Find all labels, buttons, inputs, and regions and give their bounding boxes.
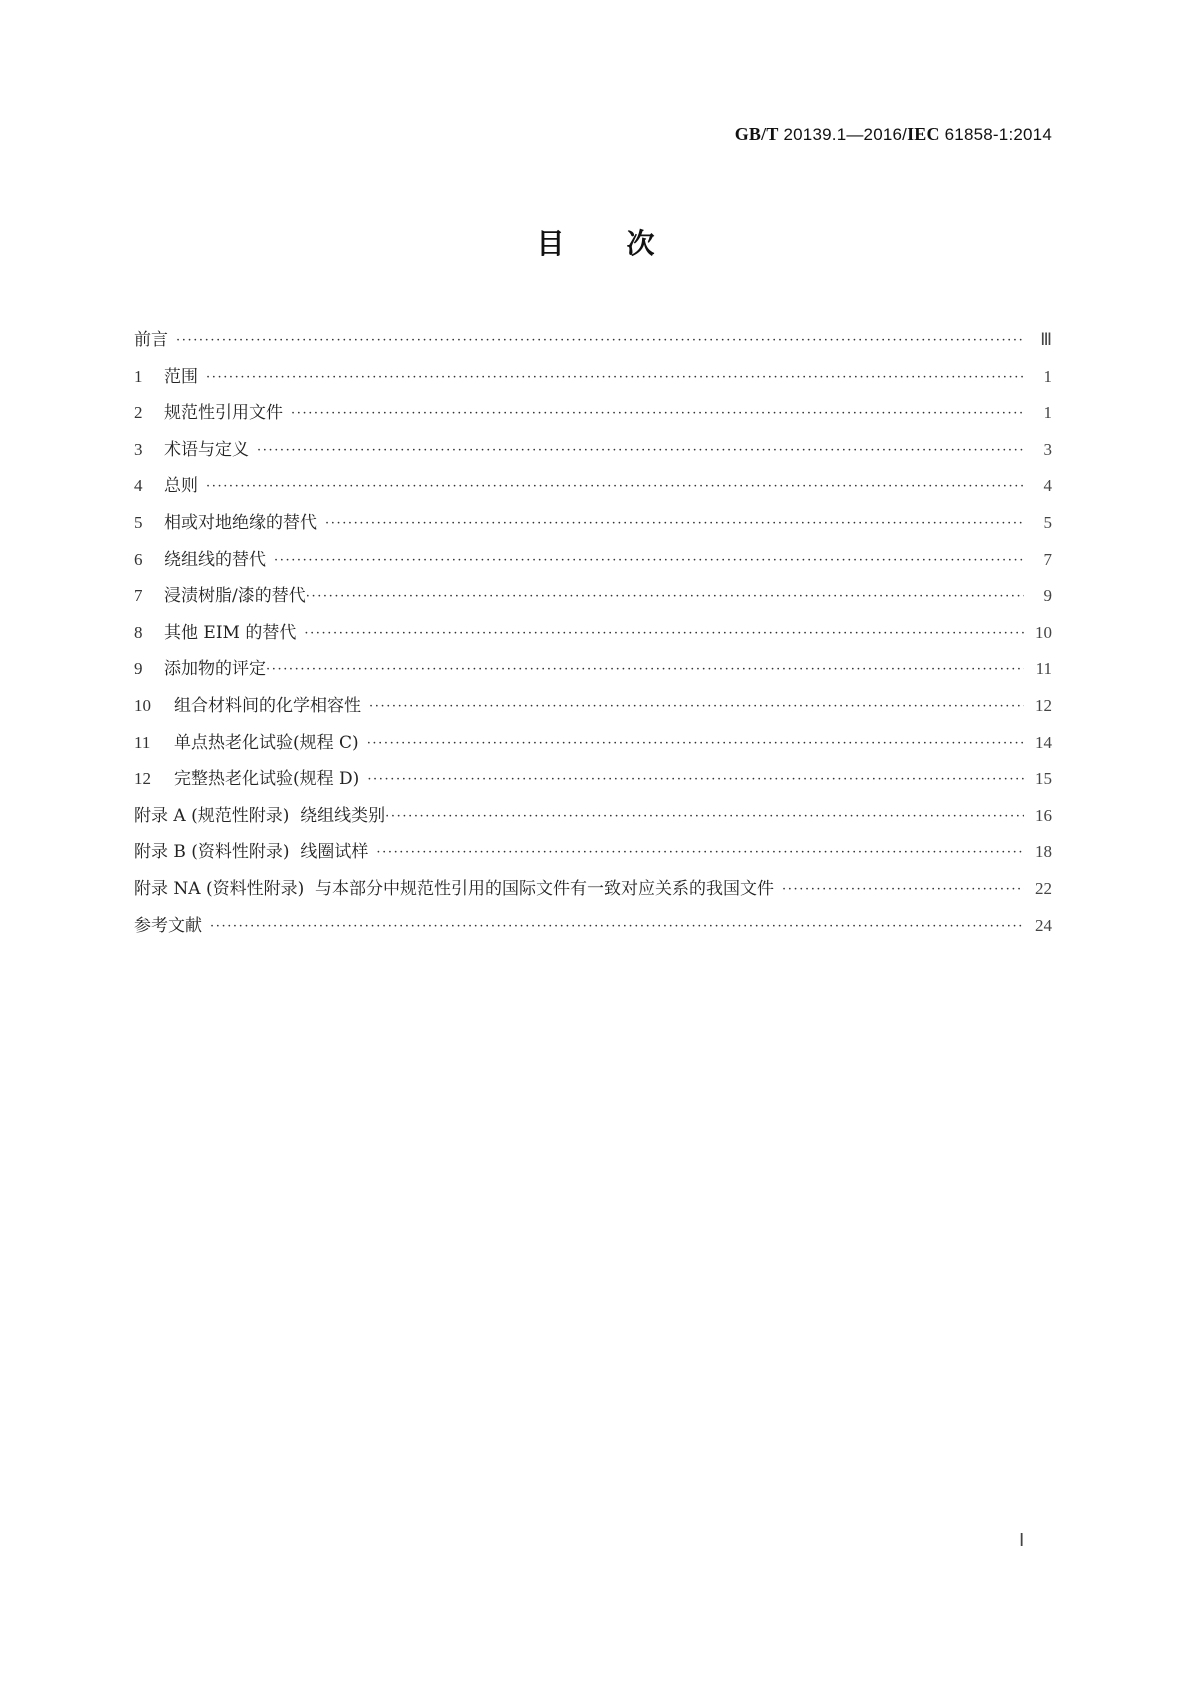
toc-page-number: 1 bbox=[1043, 403, 1052, 423]
toc-section-number: 4 bbox=[134, 476, 143, 496]
toc-leader-dots bbox=[369, 689, 1024, 726]
toc-entry-8[interactable] bbox=[134, 615, 1052, 652]
toc-page-number: 11 bbox=[1035, 659, 1052, 679]
standard-prefix: GB/T bbox=[734, 124, 779, 144]
toc-label: 组合材料间的化学相容性 bbox=[174, 695, 361, 716]
toc-label: 总则 bbox=[164, 476, 198, 497]
title-char-1: 目 bbox=[536, 227, 565, 260]
toc-entry-annex-na[interactable] bbox=[134, 871, 1052, 908]
toc-leader-dots bbox=[274, 543, 1024, 580]
toc-label: 浸渍树脂/漆的替代 bbox=[164, 586, 306, 607]
toc-leader-dots bbox=[385, 799, 1024, 836]
toc-label: 相或对地绝缘的替代 bbox=[164, 512, 317, 533]
toc-entry-1[interactable] bbox=[134, 359, 1052, 396]
toc-entry-6[interactable] bbox=[134, 542, 1052, 579]
toc-label: 规范性引用文件 bbox=[164, 403, 283, 424]
toc-page-number: 1 bbox=[1043, 366, 1052, 386]
toc-section-number: 12 bbox=[134, 769, 151, 789]
toc-entry-9[interactable] bbox=[134, 651, 1052, 688]
iec-number: 61858-1:2014 bbox=[944, 125, 1052, 144]
toc-page-number: 18 bbox=[1035, 842, 1052, 862]
table-of-contents bbox=[134, 322, 1052, 944]
standard-number-header bbox=[735, 124, 1052, 145]
toc-entry-12[interactable] bbox=[134, 761, 1052, 798]
toc-page-number: 24 bbox=[1035, 915, 1052, 935]
toc-section-number: 8 bbox=[134, 622, 143, 642]
toc-leader-dots bbox=[304, 616, 1024, 653]
page-title bbox=[0, 222, 1191, 262]
toc-leader-dots bbox=[291, 396, 1024, 433]
toc-leader-dots bbox=[306, 579, 1024, 616]
toc-page-number: 7 bbox=[1043, 549, 1052, 569]
toc-label: 范围 bbox=[164, 366, 198, 387]
standard-number: 20139.1—2016/ bbox=[783, 125, 908, 144]
toc-leader-dots bbox=[206, 360, 1024, 397]
toc-entry-bibliography[interactable] bbox=[134, 908, 1052, 945]
toc-page-number: Ⅲ bbox=[1040, 330, 1052, 349]
toc-leader-dots bbox=[376, 835, 1024, 872]
toc-leader-dots bbox=[176, 323, 1024, 360]
toc-label: 附录 A (规范性附录) 绕组线类别 bbox=[134, 805, 386, 826]
toc-leader-dots bbox=[367, 762, 1024, 799]
toc-page-number: 4 bbox=[1043, 476, 1052, 496]
toc-page-number: 3 bbox=[1043, 439, 1052, 459]
toc-leader-dots bbox=[367, 726, 1024, 763]
toc-page-number: 22 bbox=[1035, 878, 1052, 898]
toc-page-number: 15 bbox=[1035, 769, 1052, 789]
toc-leader-dots bbox=[782, 872, 1024, 909]
toc-label: 术语与定义 bbox=[164, 439, 249, 460]
toc-section-number: 6 bbox=[134, 549, 143, 569]
toc-label: 完整热老化试验(规程 D) bbox=[174, 769, 360, 790]
toc-leader-dots bbox=[266, 652, 1024, 689]
toc-page-number: 10 bbox=[1035, 622, 1052, 642]
toc-entry-2[interactable] bbox=[134, 395, 1052, 432]
toc-entry-annex-a[interactable] bbox=[134, 798, 1052, 835]
toc-section-number: 9 bbox=[134, 659, 143, 679]
toc-entry-10[interactable] bbox=[134, 688, 1052, 725]
toc-label: 前言 bbox=[134, 330, 168, 350]
toc-label: 绕组线的替代 bbox=[164, 549, 266, 570]
toc-leader-dots bbox=[206, 469, 1024, 506]
toc-label: 单点热老化试验(规程 C) bbox=[174, 732, 359, 753]
toc-leader-dots bbox=[210, 909, 1024, 946]
toc-label: 参考文献 bbox=[134, 915, 202, 936]
toc-page-number: 9 bbox=[1043, 586, 1052, 606]
toc-section-number: 5 bbox=[134, 512, 143, 532]
toc-section-number: 1 bbox=[134, 366, 143, 386]
toc-entry-4[interactable] bbox=[134, 468, 1052, 505]
toc-label: 附录 B (资料性附录) 线圈试样 bbox=[134, 842, 369, 863]
toc-leader-dots bbox=[257, 433, 1024, 470]
toc-entry-annex-b[interactable] bbox=[134, 834, 1052, 871]
toc-leader-dots bbox=[325, 506, 1024, 543]
toc-page-number: 12 bbox=[1035, 695, 1052, 715]
toc-page-number: 14 bbox=[1035, 732, 1052, 752]
toc-page-number: 5 bbox=[1043, 512, 1052, 532]
toc-entry-3[interactable] bbox=[134, 432, 1052, 469]
toc-label: 添加物的评定 bbox=[164, 659, 266, 680]
toc-entry-11[interactable] bbox=[134, 725, 1052, 762]
toc-section-number: 11 bbox=[134, 732, 151, 752]
toc-section-number: 2 bbox=[134, 403, 143, 423]
toc-page-number: 16 bbox=[1035, 805, 1052, 825]
toc-label: 其他 EIM 的替代 bbox=[164, 622, 297, 643]
toc-section-number: 10 bbox=[134, 695, 151, 715]
iec-prefix: IEC bbox=[907, 124, 940, 144]
toc-section-number: 3 bbox=[134, 439, 143, 459]
toc-entry-foreword[interactable] bbox=[134, 322, 1052, 359]
toc-section-number: 7 bbox=[134, 586, 143, 606]
toc-label: 附录 NA (资料性附录) 与本部分中规范性引用的国际文件有一致对应关系的我国文件 bbox=[134, 878, 775, 899]
toc-entry-5[interactable] bbox=[134, 505, 1052, 542]
footer-page-number: Ⅰ bbox=[1019, 1530, 1025, 1550]
toc-entry-7[interactable] bbox=[134, 578, 1052, 615]
title-char-2: 次 bbox=[626, 227, 655, 260]
